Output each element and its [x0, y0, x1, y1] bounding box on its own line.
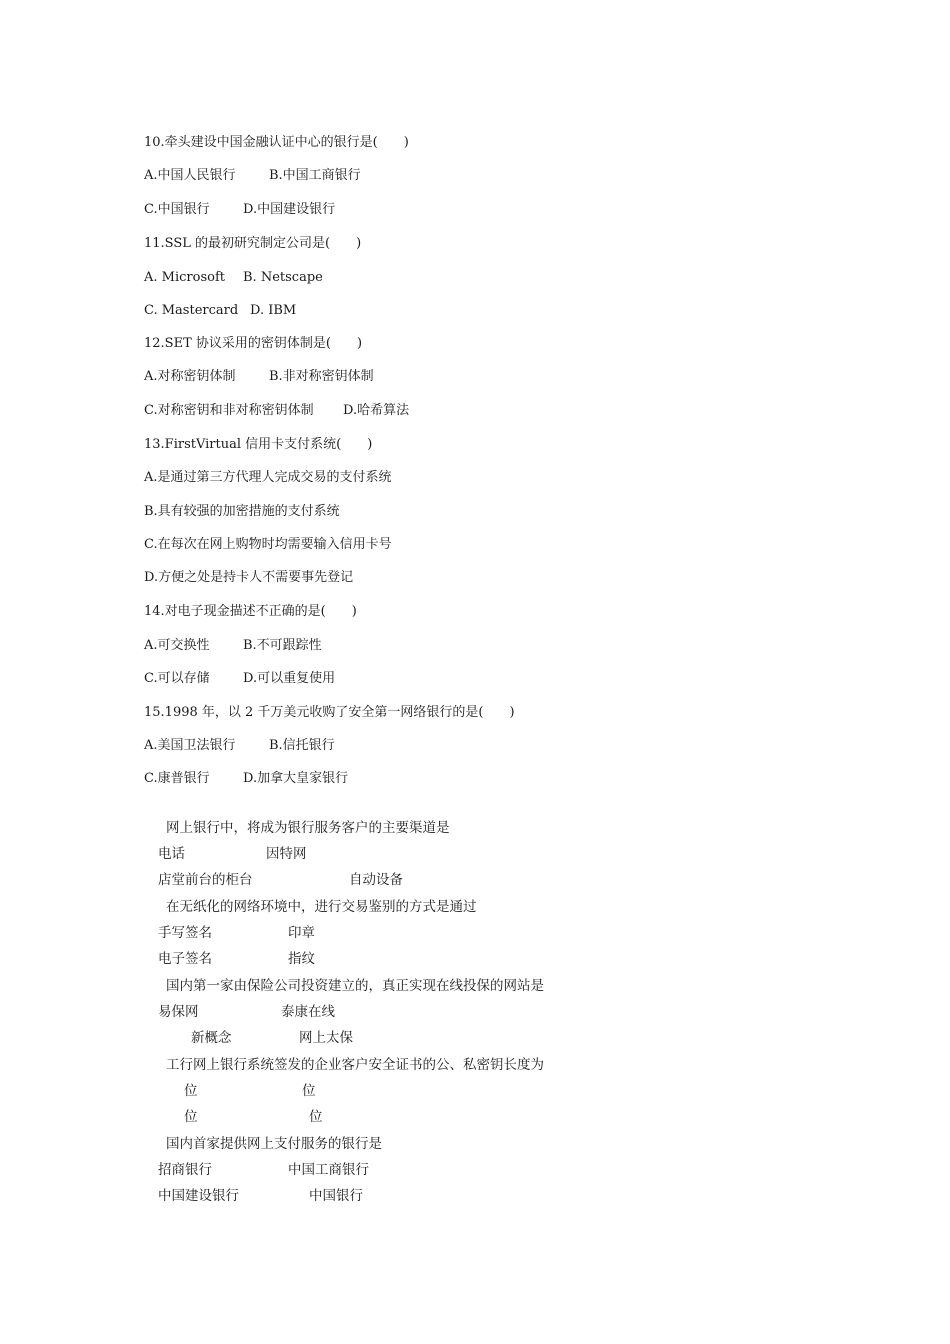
- question-10-stem: 10.牵头建设中国金融认证中心的银行是( ): [144, 135, 409, 150]
- question-14-option-d: D.可以重复使用: [243, 671, 336, 686]
- question-10-option-d: D.中国建设银行: [243, 202, 336, 217]
- question-11-option-b: B. Netscape: [243, 270, 323, 285]
- section2-question-5-option-a: 招商银行: [158, 1162, 212, 1178]
- question-13-option-c: C.在每次在网上购物时均需要输入信用卡号: [144, 537, 392, 552]
- section2-question-4-option-b: 位: [302, 1083, 316, 1099]
- question-11-option-d: D. IBM: [250, 303, 297, 318]
- question-12-option-a: A.对称密钥体制: [144, 369, 236, 384]
- section2-question-4-option-c: 位: [184, 1109, 198, 1125]
- section2-question-3-option-b: 泰康在线: [281, 1004, 335, 1020]
- question-10-option-b: B.中国工商银行: [269, 168, 361, 183]
- section2-question-2-stem: 在无纸化的网络环境中，进行交易鉴别的方式是通过: [166, 899, 477, 915]
- question-14-option-a: A.可交换性: [144, 638, 210, 653]
- question-15-option-c: C.康普银行: [144, 771, 210, 786]
- section2-question-3-option-d: 网上太保: [299, 1030, 353, 1046]
- question-10-option-c: C.中国银行: [144, 202, 210, 217]
- question-11-option-c: C. Mastercard: [144, 303, 239, 318]
- section2-question-2-option-b: 印章: [288, 925, 315, 941]
- question-12-option-b: B.非对称密钥体制: [269, 369, 374, 384]
- section2-question-5-stem: 国内首家提供网上支付服务的银行是: [166, 1136, 382, 1152]
- section2-question-1-stem: 网上银行中，将成为银行服务客户的主要渠道是: [166, 820, 450, 836]
- section2-question-5-option-b: 中国工商银行: [288, 1162, 369, 1178]
- question-15-stem: 15.1998 年，以 2 千万美元收购了安全第一网络银行的是( ): [144, 705, 515, 720]
- question-13-stem: 13.FirstVirtual 信用卡支付系统( ): [144, 437, 373, 452]
- question-12-option-d: D.哈希算法: [343, 403, 410, 418]
- section2-question-1-option-c: 店堂前台的柜台: [158, 872, 253, 888]
- question-15-option-d: D.加拿大皇家银行: [243, 771, 349, 786]
- section2-question-3-option-c: 新概念: [191, 1030, 232, 1046]
- question-12-stem: 12.SET 协议采用的密钥体制是( ): [144, 336, 363, 351]
- question-15-option-a: A.美国卫法银行: [144, 738, 236, 753]
- section2-question-4-option-a: 位: [184, 1083, 198, 1099]
- section2-question-5-option-d: 中国银行: [309, 1188, 363, 1204]
- question-15-option-b: B.信托银行: [269, 738, 335, 753]
- question-12-option-c: C.对称密钥和非对称密钥体制: [144, 403, 314, 418]
- section2-question-1-option-b: 因特网: [266, 846, 307, 862]
- question-13-option-b: B.具有较强的加密措施的支付系统: [144, 504, 340, 519]
- question-14-option-c: C.可以存储: [144, 671, 210, 686]
- question-11-stem: 11.SSL 的最初研究制定公司是( ): [144, 236, 362, 251]
- section2-question-3-stem: 国内第一家由保险公司投资建立的，真正实现在线投保的网站是: [166, 978, 544, 994]
- question-13-option-d: D.方便之处是持卡人不需要事先登记: [144, 570, 354, 585]
- section2-question-4-stem: 工行网上银行系统签发的企业客户安全证书的公、私密钥长度为: [166, 1057, 544, 1073]
- section2-question-3-option-a: 易保网: [158, 1004, 199, 1020]
- section2-question-2-option-d: 指纹: [288, 951, 315, 967]
- question-14-option-b: B.不可跟踪性: [243, 638, 322, 653]
- question-11-option-a: A. Microsoft: [144, 270, 225, 285]
- section2-question-5-option-c: 中国建设银行: [158, 1188, 239, 1204]
- section2-question-1-option-d: 自动设备: [349, 872, 403, 888]
- section2-question-4-option-d: 位: [309, 1109, 323, 1125]
- question-10-option-a: A.中国人民银行: [144, 168, 236, 183]
- question-13-option-a: A.是通过第三方代理人完成交易的支付系统: [144, 470, 392, 485]
- section2-question-2-option-a: 手写签名: [158, 925, 212, 941]
- section2-question-1-option-a: 电话: [158, 846, 185, 862]
- section2-question-2-option-c: 电子签名: [158, 951, 212, 967]
- question-14-stem: 14.对电子现金描述不正确的是( ): [144, 604, 357, 619]
